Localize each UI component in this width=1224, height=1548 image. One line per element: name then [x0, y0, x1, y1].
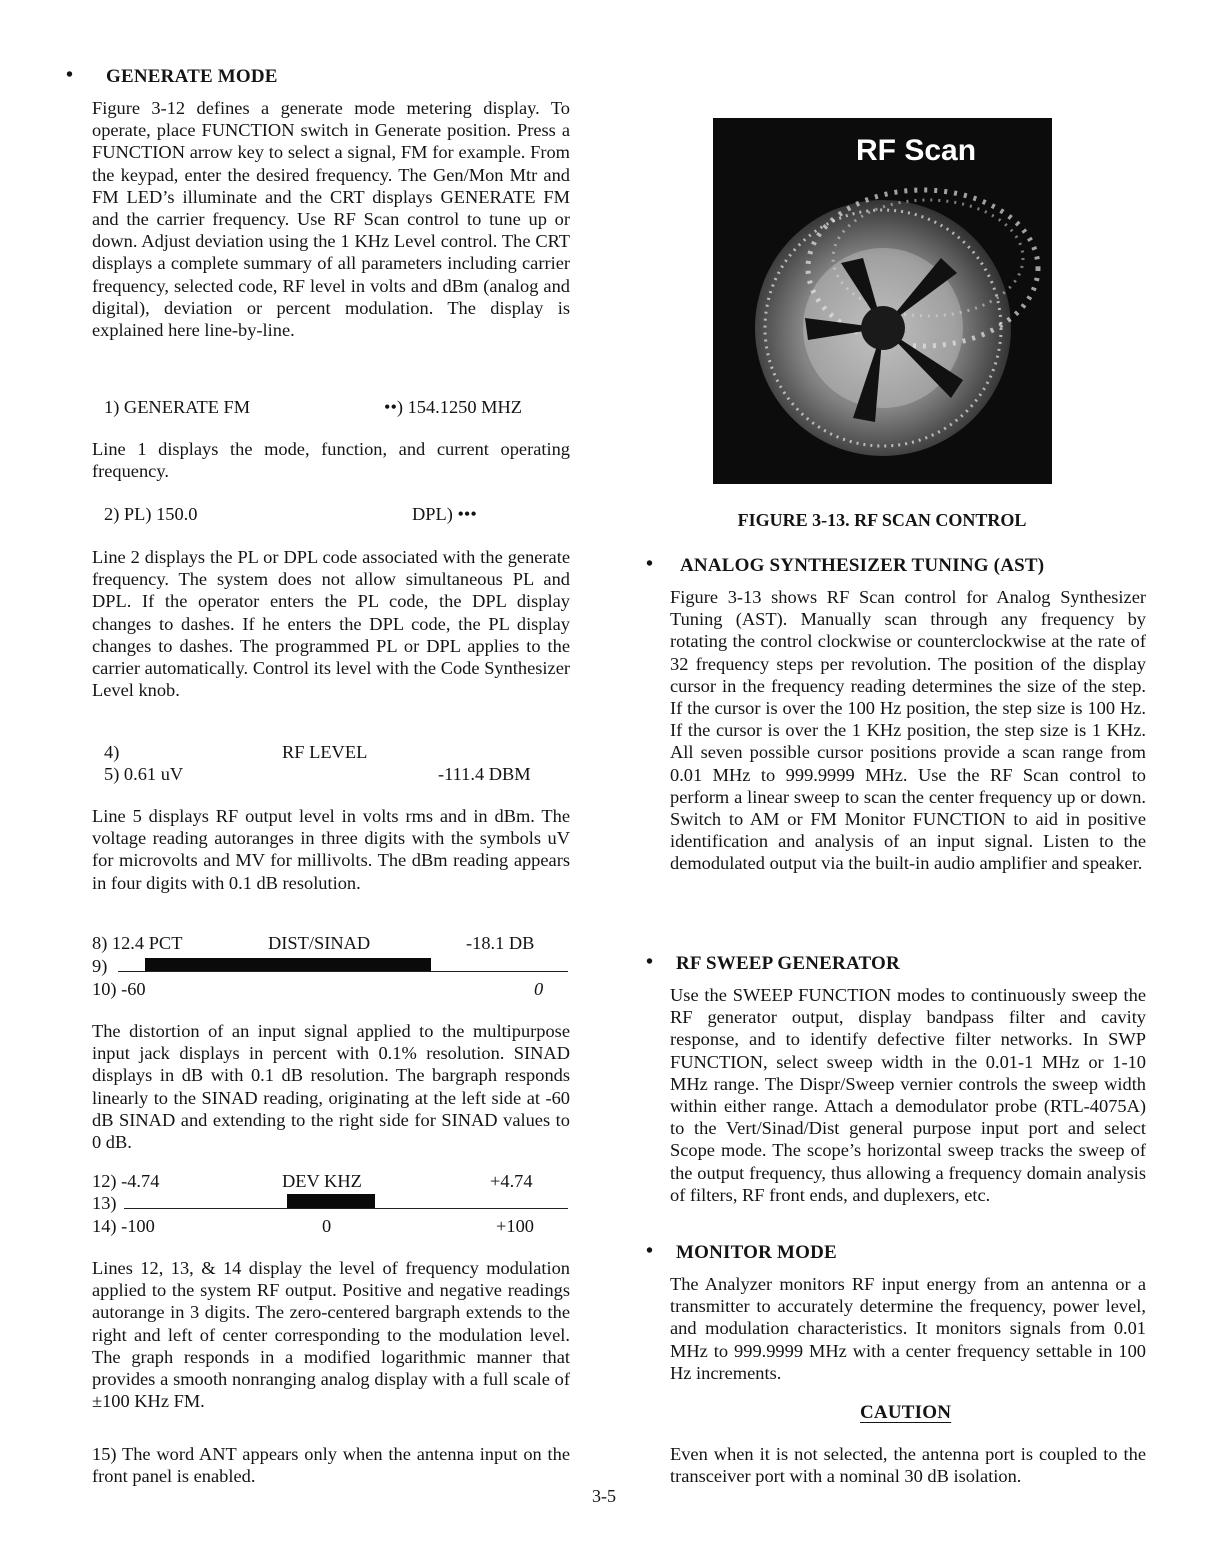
display-line-14-center: 0: [322, 1216, 332, 1236]
display-line-8-label: DIST/SINAD: [268, 933, 371, 953]
display-line-4-number: 4): [104, 742, 120, 762]
display-line-12-positive: +4.74: [490, 1171, 533, 1191]
display-line-12-negative: 12) -4.74: [92, 1171, 160, 1191]
display-line-14-max: +100: [496, 1216, 534, 1236]
generate-mode-heading: GENERATE MODE: [106, 66, 278, 87]
display-line-1-frequency: ••) 154.1250 MHZ: [384, 397, 523, 417]
sinad-bargraph: [145, 958, 431, 972]
sinad-baseline: [118, 971, 568, 972]
rf-scan-photo-label: RF Scan: [856, 134, 977, 167]
display-line-14-min: 14) -100: [92, 1216, 155, 1236]
display-line-5-volts: 5) 0.61 uV: [104, 764, 184, 784]
line-2-paragraph: Line 2 displays the PL or DPL code associated with the generate frequency. The system does not allow simultaneous PL and DPL. If the operator enters the PL code, the DPL display changes to dashes. If he enters the DPL code, the PL display changes to dashes. The programmed PL or DPL applies to the carrier automatically. Control its level with the Code Synthesizer Level knob.: [92, 547, 570, 701]
line-15-paragraph: 15) The word ANT appears only when the antenna input on the front panel is enabled.: [92, 1444, 570, 1487]
deviation-bargraph: [287, 1194, 375, 1209]
deviation-baseline: [124, 1208, 568, 1209]
monitor-heading: MONITOR MODE: [676, 1242, 837, 1263]
ast-heading: ANALOG SYNTHESIZER TUNING (AST): [680, 555, 1045, 576]
rf-scan-knob-illustration: [713, 118, 1052, 484]
display-line-9-number: 9): [92, 956, 108, 976]
display-line-4-rf-level: RF LEVEL: [282, 742, 368, 762]
display-line-8-distortion: 8) 12.4 PCT: [92, 933, 183, 953]
display-line-2-pl: 2) PL) 150.0: [104, 504, 198, 524]
bullet-ast: •: [646, 553, 654, 575]
display-line-2-dpl: DPL) •••: [412, 504, 477, 524]
bullet-generate: •: [66, 64, 74, 86]
line-1-paragraph: Line 1 displays the mode, function, and current operating frequency.: [92, 439, 570, 482]
caution-paragraph: Even when it is not selected, the antenna port is coupled to the transceiver port with a nominal 30 dB isolation.: [670, 1444, 1146, 1487]
ast-paragraph: Figure 3-13 shows RF Scan control for Analog Synthesizer Tuning (AST). Manually scan through any frequency by rotating the control clockwise or counterclockwise at the rate of 32 frequency steps per revolution. The position of the display cursor in the frequency reading determines the size of the step. If the cursor is over the 100 Hz position, the step size is 100 Hz. If the cursor is over the 1 KHz position, the step size is 1 KHz. All seven possible cursor positions provide a scan range from 0.01 MHz to 999.9999 MHz. Use the RF Scan control to perform a linear sweep to scan the center frequency up or down. Switch to AM or FM Monitor FUNCTION to aid in positive identification and analysis of an input signal. Listen to the demodulated output via the built-in audio amplifier and speaker.: [670, 587, 1146, 874]
caution-heading: CAUTION: [860, 1402, 952, 1423]
display-line-5-dbm: -111.4 DBM: [438, 764, 531, 784]
display-line-1-mode: 1) GENERATE FM: [104, 397, 251, 417]
monitor-paragraph: The Analyzer monitors RF input energy from an antenna or a transmitter to accurately determine the frequency, power level, and modulation characteristics. It monitors signals from 0.01 MHz to 999.9999 MHz with a center frequency settable in 100 Hz increments.: [670, 1274, 1146, 1383]
sweep-heading: RF SWEEP GENERATOR: [676, 953, 900, 974]
display-line-10-max: 0: [534, 979, 544, 999]
deviation-paragraph: Lines 12, 13, & 14 display the level of frequency modulation applied to the system RF output. Positive and negative readings autorange in 3 digits. The zero-centered bargraph extends to the right and left of center corresponding to the modulation level. The graph responds in a modified logarithmic manner that provides a smooth nonranging analog display with a full scale of ±100 KHz FM.: [92, 1258, 570, 1412]
generate-mode-paragraph: Figure 3-12 defines a generate mode metering display. To operate, place FUNCTION switch in Generate position. Press a FUNCTION arrow key to select a signal, FM for example. From the keypad, enter the desired frequency. The Gen/Mon Mtr and FM LED’s illuminate and the CRT displays GENERATE FM and the carrier frequency. Use RF Scan control to tune up or down. Adjust deviation using the 1 KHz Level control. The CRT displays a complete summary of all parameters including carrier frequency, selected code, RF level in volts and dBm (analog and digital), deviation or percent modulation. The display is explained here line-by-line.: [92, 98, 570, 341]
display-line-13-number: 13): [92, 1193, 117, 1213]
sweep-paragraph: Use the SWEEP FUNCTION modes to continuously sweep the RF generator output, display bandpass filter and cavity response, and to identify defective filter networks. In SWP FUNCTION, select sweep width in the 0.01-1 MHz or 1-10 MHz range. The Dispr/Sweep vernier controls the sweep width within either range. Attach a demodulator probe (RTL-4075A) to the Vert/Sinad/Dist general purpose input port and select Scope mode. The scope’s horizontal sweep tracks the sweep of the output frequency, thus allowing a frequency domain analysis of filters, RF front ends, and duplexers, etc.: [670, 985, 1146, 1205]
rf-scan-photo: [713, 118, 1052, 484]
bullet-sweep: •: [646, 951, 654, 973]
display-line-8-sinad: -18.1 DB: [466, 933, 535, 953]
display-line-12-label: DEV KHZ: [282, 1171, 362, 1191]
line-5-paragraph: Line 5 displays RF output level in volts rms and in dBm. The voltage reading autoranges in three digits with the symbols uV for microvolts and MV for millivolts. The dBm reading appears in four digits with 0.1 dB resolution.: [92, 806, 570, 893]
display-line-10-min: 10) -60: [92, 979, 146, 999]
figure-caption: FIGURE 3-13. RF SCAN CONTROL: [737, 510, 1027, 530]
page-number: 3-5: [592, 1486, 616, 1506]
sinad-paragraph: The distortion of an input signal applied to the multipurpose input jack displays in percent with 0.1% resolution. SINAD displays in dB with 0.1 dB resolution. The bargraph responds linearly to the SINAD reading, originating at the left side at -60 dB SINAD and extending to the right side for SINAD values to 0 dB.: [92, 1021, 570, 1153]
bullet-monitor: •: [646, 1240, 654, 1262]
